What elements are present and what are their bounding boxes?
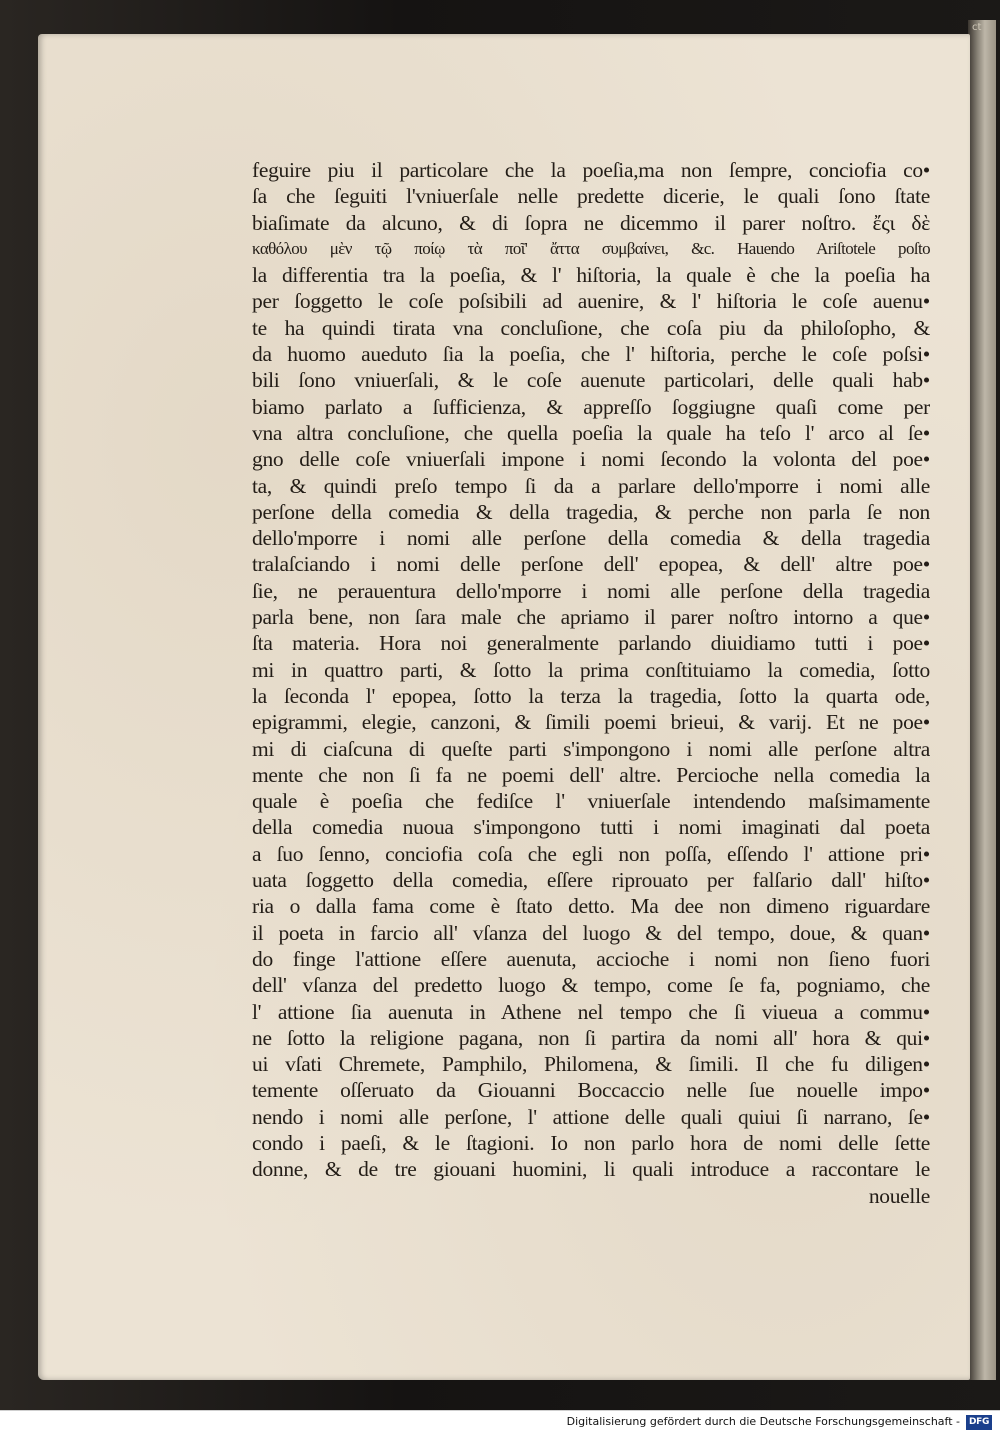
text-line: nendo i nomi alle perſone, l' attione delle quali quiui ſi narrano, ſe• <box>252 1104 930 1129</box>
text-line: uata ſoggetto della comedia, eſſere riprouato per falſario dall' hiſto• <box>252 868 930 893</box>
text-line: ſta materia. Hora noi generalmente parlando diuidiamo tutti i poe• <box>252 631 930 656</box>
text-line: do finge l'attione eſſere auenuta, accioche i nomi non ſieno fuori <box>252 946 930 971</box>
text-line: mi di ciaſcuna di queſte parti s'impongono i nomi alle perſone altra <box>252 736 930 761</box>
text-line: il poeta in farcio all' vſanza del luogo & del tempo, doue, & quan• <box>252 920 930 945</box>
text-line: feguire piu il particolare che la poeſia,ma non ſempre, conciofia co• <box>252 158 930 182</box>
text-line: epigrammi, elegie, canzoni, & ſimili poemi brieui, & varij. Et ne poe• <box>252 710 930 735</box>
text-line: dello'mporre i nomi alle perſone della comedia & della tragedia <box>252 526 930 551</box>
dfg-logo: DFG <box>966 1415 992 1430</box>
text-line: della comedia nuoua s'impongono tutti i nomi imaginati dal poeta <box>252 815 930 840</box>
page-body-text <box>252 157 930 1209</box>
text-line: ſa che ſeguiti l'vniuerſale nelle predette dicerie, le quali ſono ſtate <box>252 184 930 209</box>
text-line: ria o dalla fama come è ſtato detto. Ma dee non dimeno riguardare <box>252 894 930 919</box>
text-line: biaſimate da alcuno, & di ſopra ne dicemmo il parer noſtro. ἔςι δὲ <box>252 210 930 235</box>
text-line: te ha quindi tirata vna concluſione, che coſa piu da philoſopho, & <box>252 315 930 340</box>
text-line: mi in quattro parti, & ſotto la prima conſtituiamo la comedia, ſotto <box>252 657 930 682</box>
text-line: parla bene, non ſara male che apriamo il parer noſtro intorno a que• <box>252 605 930 630</box>
text-line: la ſeconda l' epopea, ſotto la terza la tragedia, ſotto la quarta ode, <box>252 683 930 708</box>
text-line: dell' vſanza del predetto luogo & tempo, come ſe fa, pogniamo, che <box>252 973 930 998</box>
footer-credit: Digitalisierung gefördert durch die Deutsche Forschungsgemeinschaft - <box>566 1415 960 1428</box>
text-line: la differentia tra la poeſia, & l' hiſtoria, la quale è che la poeſia ha <box>252 263 930 288</box>
text-line: tralaſciando i nomi delle perſone dell' epopea, & dell' altre poe• <box>252 552 930 577</box>
text-line: biamo parlato a ſufficienza, & appreſſo ſoggiugne quaſi come per <box>252 394 930 419</box>
text-line: καθόλου μὲν τῷ ποίῳ τὰ ποῖ' ἄττα συμβαίνει, &c. Hauendo Ariſtotele poſto <box>252 238 930 258</box>
footer-bar <box>0 1410 1000 1435</box>
catchword: nouelle <box>868 1183 930 1208</box>
text-line: vna altra concluſione, che quella poeſia la quale ha teſo l' arco al ſe• <box>252 420 930 445</box>
text-line: ui vſati Chremete, Pamphilo, Philomena, & ſimili. Il che fu diligen• <box>252 1052 930 1077</box>
text-line: condo i paeſi, & le ſtagioni. Io non parlo hora de nomi delle ſette <box>252 1130 930 1155</box>
text-line: perſone della comedia & della tragedia, & perche non parla ſe non <box>252 499 930 524</box>
text-line: per ſoggetto le coſe poſsibili ad auenire, & l' hiſtoria le coſe auenu• <box>252 289 930 314</box>
corner-mark: ct <box>972 22 982 33</box>
text-line: da huomo aueduto ſia la poeſia, che l' hiſtoria, perche le coſe poſsi• <box>252 342 930 367</box>
text-line: gno delle coſe vniuerſali impone i nomi ſecondo la volonta del poe• <box>252 447 930 472</box>
text-line: l' attione ſia auenuta in Athene nel tempo che ſi viueua a commu• <box>252 999 930 1024</box>
text-line: mente che non ſi fa ne poemi dell' altre. Percioche nella comedia la <box>252 762 930 787</box>
text-line: ta, & quindi preſo tempo ſi da a parlare dello'mporre i nomi alle <box>252 473 930 498</box>
text-line: ſie, ne perauentura dello'mporre i nomi alle perſone della tragedia <box>252 578 930 603</box>
text-line: temente oſſeruato da Giouanni Boccaccio nelle ſue nouelle impo• <box>252 1078 930 1103</box>
text-line: donne, & de tre giouani huomini, li quali introduce a raccontare le <box>252 1157 930 1182</box>
text-line: bili ſono vniuerſali, & le coſe auenute particolari, delle quali hab• <box>252 368 930 393</box>
text-line: quale è poeſia che fediſce l' vniuerſale intendendo maſsimamente <box>252 789 930 814</box>
text-line: ne ſotto la religione pagana, non ſi partira da nomi all' hora & qui• <box>252 1025 930 1050</box>
text-line: a ſuo ſenno, conciofia coſa che egli non poſſa, eſſendo l' attione pri• <box>252 841 930 866</box>
book-page-edges <box>968 20 996 1380</box>
